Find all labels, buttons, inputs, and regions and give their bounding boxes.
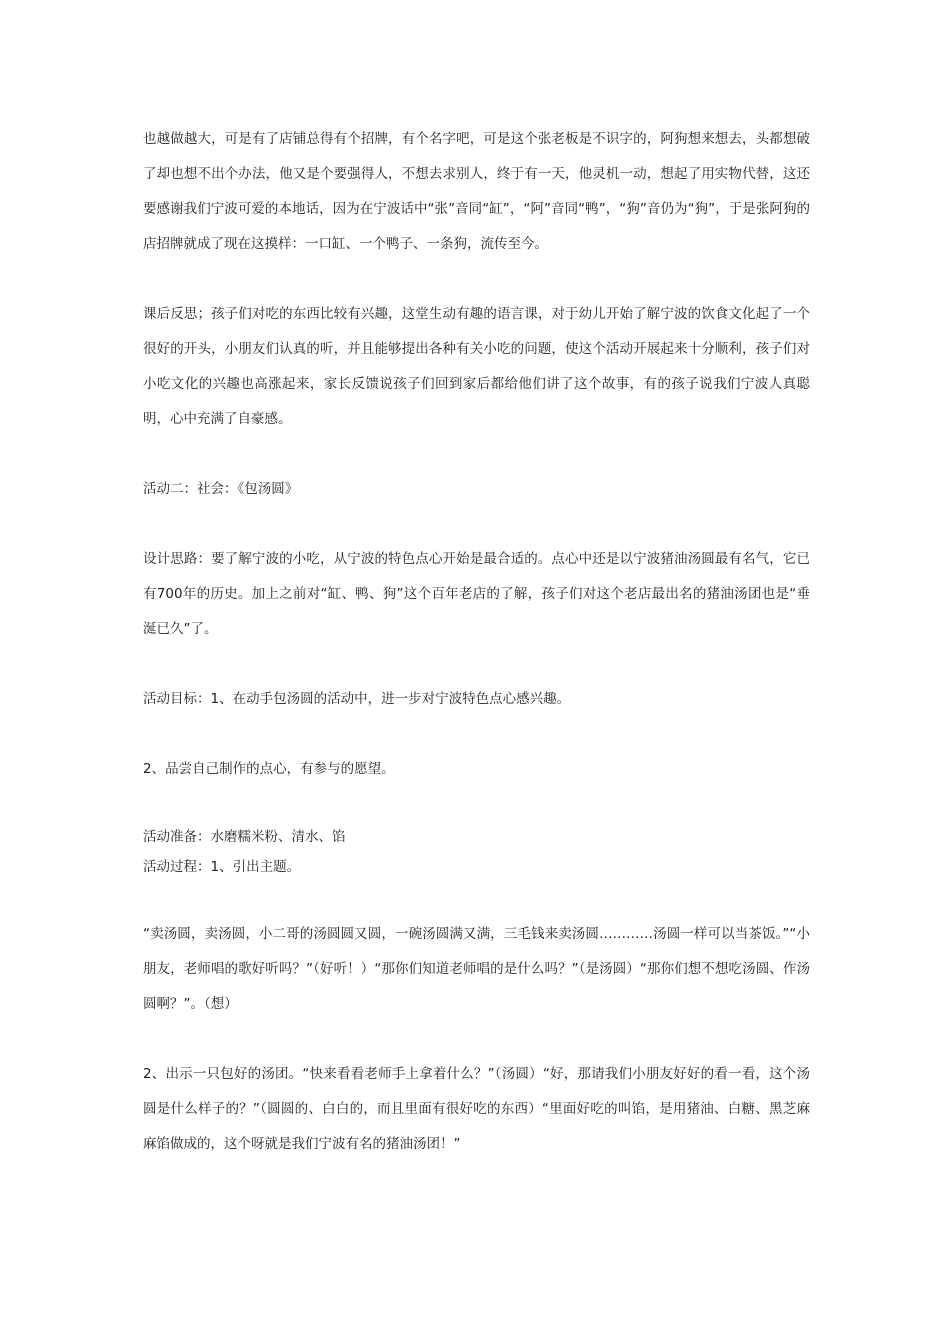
paragraph-gap: [143, 1022, 810, 1057]
design-idea-paragraph: 设计思路：要了解宁波的小吃，从宁波的特色点心开始是最合适的。点心中还是以宁波猪油汤圆最有名气，它已有700年的历史。加上之前对“缸、鸭、狗”这个百年老店的了解，孩子们对这个老店最出名的猪油汤团也是“垂涎已久”了。: [143, 551, 810, 637]
reflection-paragraph: 课后反思；孩子们对吃的东西比较有兴趣，这堂生动有趣的语言课，对于幼儿开始了解宁波的饮食文化起了一个很好的开头，小朋友们认真的听，并且能够提出各种有关小吃的问题，使这个活动开展起来十分顺利，孩子们对小吃文化的兴趣也高涨起来，家长反馈说孩子们回到家后都给他们讲了这个故事，有的孩子说我们宁波人真聪明，心中充满了自豪感。: [143, 306, 810, 427]
activity-process-step-2: 2、出示一只包好的汤团。“快来看看老师手上拿着什么？”（汤圆）“好，那请我们小朋友好好的看一看，这个汤圆是什么样子的？”（圆圆的、白白的，而且里面有很好吃的东西）“里面好吃的叫馅，是用猪油、白糖、黑芝麻麻馅做成的，这个呀就是我们宁波有名的猪油汤团！”: [143, 1066, 810, 1152]
activity-preparation: 活动准备：水磨糯米粉、清水、馅: [143, 829, 346, 845]
activity-goal-2: 2、品尝自己制作的点心，有参与的愿望。: [143, 761, 395, 777]
activity-goal-1: 活动目标：1、在动手包汤圆的活动中，进一步对宁波特色点心感兴趣。: [143, 691, 571, 707]
paragraph-gap: [143, 882, 810, 917]
activity-process-step-1: 活动过程：1、引出主题。: [143, 859, 301, 875]
song-dialogue-paragraph: “卖汤圆，卖汤圆，小二哥的汤圆圆又圆，一碗汤圆满又满，三毛钱来卖汤圆…………汤圆一样可以当茶饭。”“小朋友，老师唱的歌好听吗？”（好听！）“那你们知道老师唱的是什么吗？”（是汤圆）“那你们想不想吃汤圆、作汤圆啊？”。（想）: [143, 926, 810, 1012]
paragraph-gap: [143, 437, 810, 472]
paragraph-gap: [143, 717, 810, 752]
paragraph-gap: [143, 787, 810, 822]
paragraph-gap: [143, 647, 810, 682]
paragraph-gap: [143, 507, 810, 542]
story-ending-paragraph: 也越做越大，可是有了店铺总得有个招牌，有个名字吧，可是这个张老板是不识字的，阿狗想来想去，头都想破了却也想不出个办法，他又是个要强得人，不想去求别人，终于有一天，他灵机一动，想起了用实物代替，这还要感谢我们宁波可爱的本地话，因为在宁波话中“张”音同“缸”，“阿”音同“鸭”，“狗”音仍为“狗”，于是张阿狗的店招牌就成了现在这摸样：一口缸、一个鸭子、一条狗，流传至今。: [143, 131, 810, 252]
activity-two-heading: 活动二：社会：《包汤圆》: [143, 481, 299, 497]
document-page: [143, 122, 810, 1162]
paragraph-gap: [143, 262, 810, 297]
